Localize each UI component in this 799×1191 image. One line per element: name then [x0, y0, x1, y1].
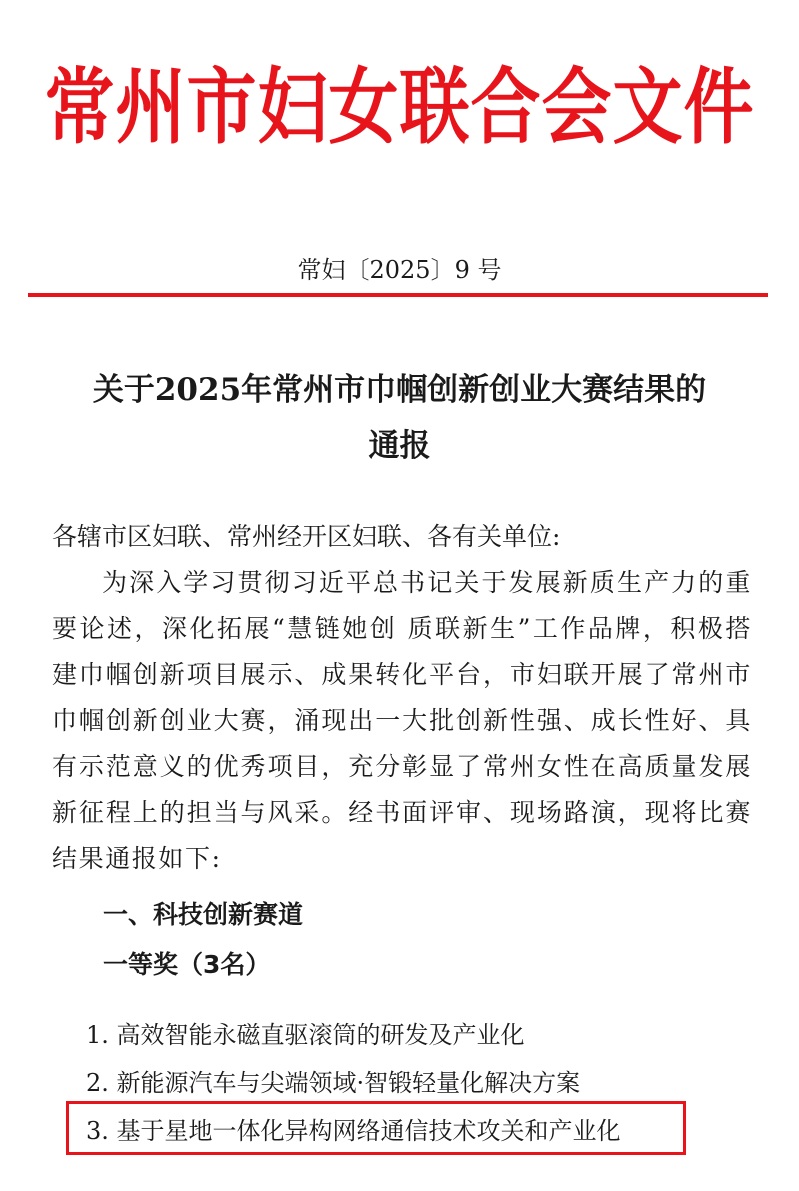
section-heading-tech-track: 一、科技创新赛道 — [103, 900, 304, 929]
red-divider-line — [28, 293, 768, 297]
list-item-text: 新能源汽车与尖端领域·智锻轻量化解决方案 — [116, 1069, 581, 1097]
list-item-number: 1. — [86, 1021, 109, 1049]
list-item-text: 高效智能永磁直驱滚筒的研发及产业化 — [116, 1021, 525, 1049]
body-paragraph: 为深入学习贯彻习近平总书记关于发展新质生产力的重要论述，深化拓展“慧链她创 质联新生”工作品牌，积极搭建巾帼创新项目展示、成果转化平台，市妇联开展了常州市巾帼创新创业大赛，涌现出一大批创新性强、成长性好、具有示范意义的优秀项目，充分彰显了常州女性在高质量发展新征程上的担当与风采。经书面评审、现场路演，现将比赛结果通报如下: — [52, 568, 752, 873]
list-item — [86, 1063, 766, 1103]
list-item — [86, 1015, 766, 1055]
list-item-text: 基于星地一体化异构网络通信技术攻关和产业化 — [116, 1117, 621, 1145]
notice-title-line-1: 关于2025年常州市巾帼创新创业大赛结果的 — [92, 372, 707, 408]
highlight-annotation-box — [66, 1101, 686, 1155]
list-item-number: 3. — [86, 1117, 109, 1145]
document-number: 常妇〔2025〕9 号 — [297, 256, 502, 284]
notice-title-line-2: 通报 — [368, 428, 431, 464]
salutation: 各辖市区妇联、常州经开区妇联、各有关单位: — [52, 522, 561, 551]
notice-title — [40, 362, 759, 474]
document-masthead: 常州市妇女联合会文件 — [44, 57, 755, 156]
list-item-number: 2. — [86, 1069, 109, 1097]
award-heading-first-prize: 一等奖（3名） — [103, 950, 271, 979]
